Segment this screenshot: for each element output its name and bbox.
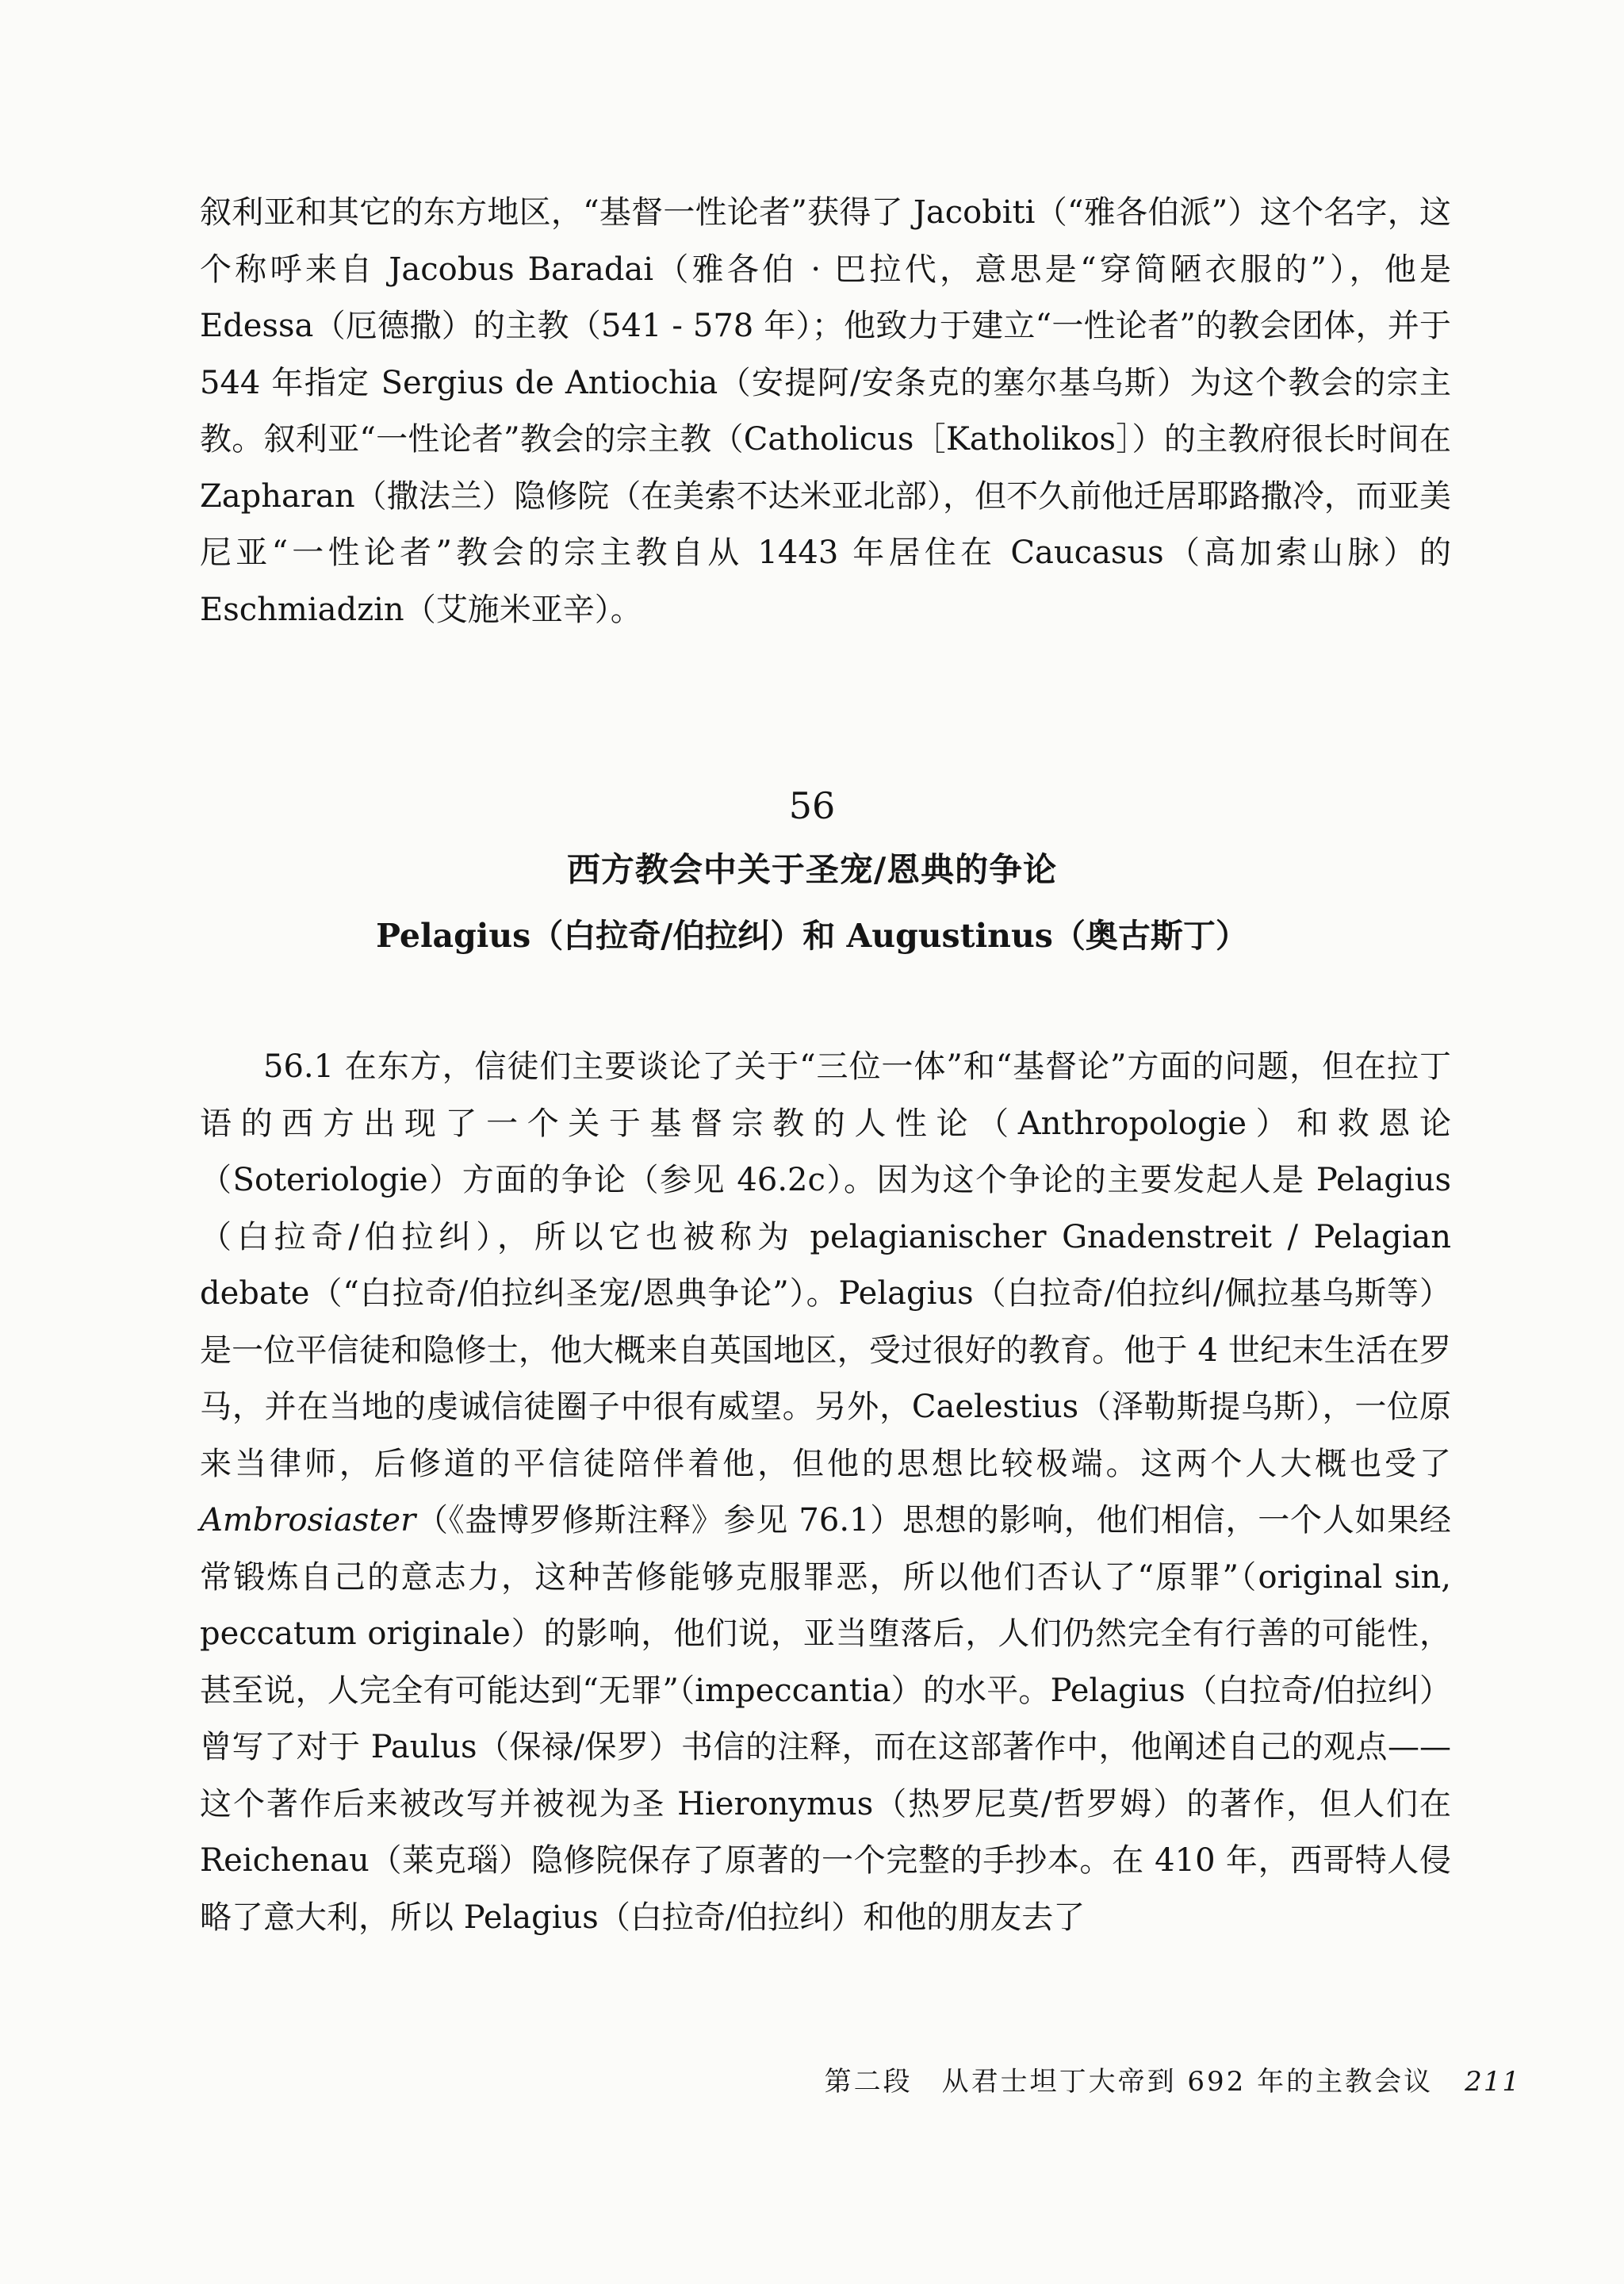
paragraph-text-part: （《盎博罗修斯注释》参见 76.1）思想的影响，他们相信，一个人如果经常锻炼自己的意志力，这种苦修能够克服罪恶，所以他们否认了“原罪”（original sin, peccatum originale）的影响，他们说，亚当堕落后，人们仍然完全有行善的可能性，甚至说，人完全有可能达到“无罪”（impeccantia）的水平。Pelagius（白拉奇/伯拉纠）曾写了对于 Paulus（保禄/保罗）书信的注释，而在这部著作中，他阐述自己的观点——这个著作后来被改写并被视为圣 Hieronymus（热罗尼莫/哲罗姆）的著作，但人们在 Reichenau（莱克瑙）隐修院保存了原著的一个完整的手抄本。在 410 年，西哥特人侵略了意大利，所以 Pelagius（白拉奇/伯拉纠）和他的朋友去了 (200, 1502, 1451, 1936)
section-subtitle: Pelagius（白拉奇/伯拉纠）和 Augustinus（奥古斯丁） (376, 917, 1248, 955)
page-number: 211 (1465, 2066, 1521, 2098)
paragraph-text-part: 56.1 在东方，信徒们主要谈论了关于“三位一体”和“基督论”方面的问题，但在拉丁语的西方出现了一个关于基督宗教的人性论（Anthropologie）和救恩论（Soteriologie）方面的争论（参见 46.2c）。因为这个争论的主要发起人是 Pelagius（白拉奇/伯拉纠），所以它也被称为 pelagianischer Gnadenstreit / Pelagian debate（“白拉奇/伯拉纠圣宠/恩典争论”）。Pelagius（白拉奇/伯拉纠/佩拉基乌斯等）是一位平信徒和隐修士，他大概来自英国地区，受过很好的教育。他于 4 世纪末生活在罗马，并在当地的虔诚信徒圈子中很有威望。另外，Caelestius（泽勒斯提乌斯），一位原来当律师，后修道的平信徒陪伴着他，但他的思想比较极端。这两个人大概也受了 (200, 1048, 1451, 1482)
italic-term: Ambrosiaster (200, 1502, 416, 1539)
paragraph-56-1 (200, 1039, 1451, 1946)
running-head: 第二段 从君士坦丁大帝到 692 年的主教会议 (824, 2066, 1434, 2098)
section-number: 56 (788, 784, 836, 827)
page-footer (825, 2062, 1521, 2102)
section-title: 西方教会中关于圣宠/恩典的争论 (566, 850, 1058, 889)
section-body (200, 1039, 1451, 1946)
continued-paragraph (200, 185, 1451, 638)
paragraph-text: 叙利亚和其它的东方地区，“基督一性论者”获得了 Jacobiti（“雅各伯派”）这个名字，这个称呼来自 Jacobus Baradai（雅各伯 · 巴拉代，意思是“穿简陋衣服的”），他是 Edessa（厄德撒）的主教（541 - 578 年）；他致力于建立“一性论者”的教会团体，并于 544 年指定 Sergius de Antiochia（安提阿/安条克的塞尔基乌斯）为这个教会的宗主教。叙利亚“一性论者”教会的宗主教（Catholicus［Katholikos］）的主教府很长时间在 Zapharan（撒法兰）隐修院（在美索不达米亚北部），但不久前他迁居耶路撒冷，而亚美尼亚“一性论者”教会的宗主教自从 1443 年居住在 Caucasus（高加索山脉）的 Eschmiadzin（艾施米亚辛）。 (200, 194, 1451, 628)
